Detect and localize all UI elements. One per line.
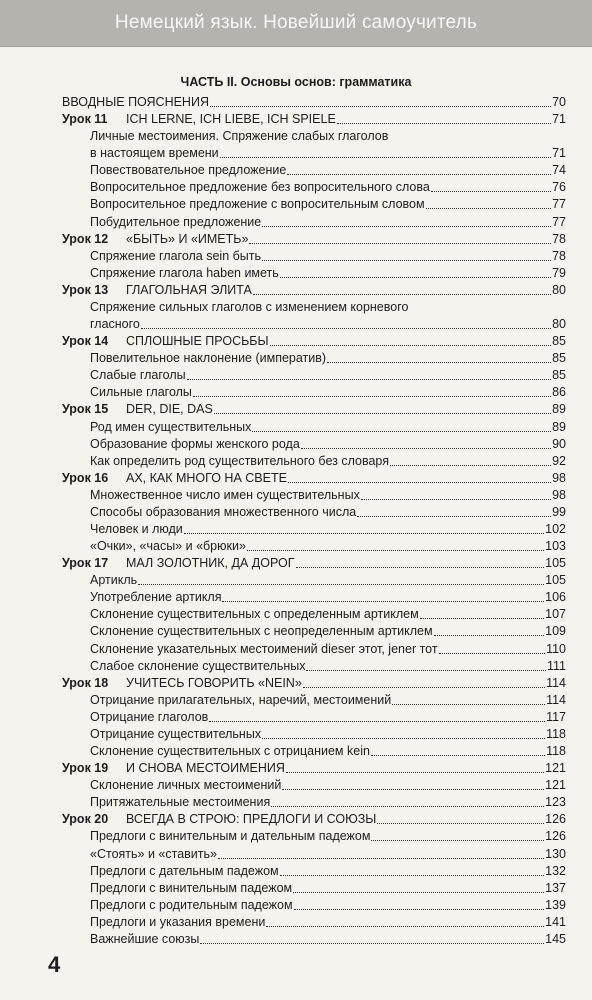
entry-page: 74 xyxy=(552,163,566,178)
lesson-number: Урок 14 xyxy=(62,334,109,349)
entry-page: 105 xyxy=(545,573,566,588)
leader-dots xyxy=(371,754,545,756)
lesson-number: Урок 13 xyxy=(62,282,109,297)
entry-page: 109 xyxy=(545,624,566,639)
entry-title: Склонение существительных с неопределенным артиклем xyxy=(90,624,433,639)
toc-entry xyxy=(90,419,566,436)
toc-entry xyxy=(90,846,566,863)
toc-entry xyxy=(90,453,566,470)
toc-entry xyxy=(90,487,566,504)
leader-dots xyxy=(390,464,551,466)
entry-page: 117 xyxy=(546,709,566,724)
entry-page: 139 xyxy=(545,897,566,912)
entry-title: Важнейшие союзы xyxy=(90,931,200,946)
entry-page: 79 xyxy=(552,265,566,280)
entry-title: в настоящем времени xyxy=(90,146,219,161)
entry-title: Слабое склонение существительных xyxy=(90,658,306,673)
leader-dots xyxy=(280,276,551,278)
lesson-number: Урок 11 xyxy=(62,112,108,127)
leader-dots xyxy=(184,532,544,534)
leader-dots xyxy=(218,857,544,859)
entry-title: Образование формы женского рода xyxy=(90,436,300,451)
entry-page: 103 xyxy=(545,539,566,554)
leader-dots xyxy=(306,669,546,671)
entry-title: Предлоги и указания времени xyxy=(90,914,266,929)
lesson-number: Урок 12 xyxy=(62,231,109,246)
leader-dots xyxy=(293,891,544,893)
toc-entry xyxy=(90,299,566,316)
entry-page: 132 xyxy=(545,863,566,878)
toc-lesson-entry xyxy=(62,401,566,418)
leader-dots xyxy=(138,583,544,585)
leader-dots xyxy=(303,686,545,688)
entry-page: 85 xyxy=(552,368,566,383)
entry-title: Склонение существительных с определенным артиклем xyxy=(90,607,419,622)
running-header xyxy=(0,0,592,47)
leader-dots xyxy=(357,515,551,517)
leader-dots xyxy=(420,617,544,619)
entry-page: 71 xyxy=(552,146,566,161)
entry-page: 76 xyxy=(552,180,566,195)
entry-page: 80 xyxy=(552,282,566,297)
entry-title: Отрицание существительных xyxy=(90,726,262,741)
lesson-number: Урок 17 xyxy=(62,556,109,571)
entry-title: Отрицание глаголов xyxy=(90,709,209,724)
entry-title: Спряжение сильных глаголов с изменением корневого xyxy=(90,299,409,314)
entry-title: Притяжательные местоимения xyxy=(90,795,271,810)
toc-lesson-entry xyxy=(62,231,566,248)
entry-title: «Очки», «часы» и «брюки» xyxy=(90,539,246,554)
entry-title: СПЛОШНЫЕ ПРОСЬБЫ xyxy=(126,334,269,349)
toc-entry xyxy=(90,931,566,948)
lesson-number: Урок 15 xyxy=(62,402,109,417)
entry-page: 78 xyxy=(552,248,566,263)
entry-title: Личные местоимения. Спряжение слабых глаголов xyxy=(90,129,389,144)
entry-page: 107 xyxy=(545,607,566,622)
entry-page: 85 xyxy=(552,334,566,349)
toc-lesson-entry xyxy=(62,555,566,572)
leader-dots xyxy=(288,481,551,483)
toc-entry xyxy=(90,709,566,726)
entry-title: ВВОДНЫЕ ПОЯСНЕНИЯ xyxy=(62,95,209,109)
leader-dots xyxy=(439,652,545,654)
entry-page: 121 xyxy=(545,761,566,776)
entry-title: Способы образования множественного числа xyxy=(90,504,357,519)
leader-dots xyxy=(262,259,551,261)
toc-entry xyxy=(90,880,566,897)
entry-title: Сильные глаголы xyxy=(90,385,192,400)
entry-page: 121 xyxy=(545,778,566,793)
entry-title: Повелительное наклонение (императив) xyxy=(90,351,327,366)
toc-entry xyxy=(90,145,566,162)
lesson-number: Урок 16 xyxy=(62,470,109,485)
entry-page: 126 xyxy=(545,829,566,844)
entry-page: 89 xyxy=(552,419,566,434)
entry-title: Предлоги с винительным падежом xyxy=(90,880,293,895)
entry-page: 123 xyxy=(545,795,566,810)
entry-title: Спряжение глагола sein быть xyxy=(90,248,261,263)
leader-dots xyxy=(377,822,544,824)
entry-title: Спряжение глагола haben иметь xyxy=(90,265,279,280)
entry-page: 111 xyxy=(546,658,566,673)
entry-page: 77 xyxy=(552,197,566,212)
toc-entry xyxy=(90,196,566,213)
entry-title: Предлоги с родительным падежом xyxy=(90,897,293,912)
entry-title: Артикль xyxy=(90,573,138,588)
toc-lesson-entry xyxy=(62,333,566,350)
lesson-number: Урок 19 xyxy=(62,761,109,776)
entry-page: 106 xyxy=(545,590,566,605)
lesson-number: Урок 18 xyxy=(62,675,109,690)
toc-lesson-entry xyxy=(62,282,566,299)
toc-entry xyxy=(90,248,566,265)
toc-lesson-entry xyxy=(62,760,566,777)
leader-dots xyxy=(187,378,551,380)
toc-entry xyxy=(90,350,566,367)
entry-page: 77 xyxy=(552,214,566,229)
entry-page: 137 xyxy=(545,880,566,895)
entry-title: Вопросительное предложение с вопросительным словом xyxy=(90,197,425,212)
part-title: ЧАСТЬ II. Основы основ: грамматика xyxy=(180,75,412,89)
toc-entry xyxy=(90,863,566,880)
leader-dots xyxy=(361,498,551,500)
entry-title: Множественное число имен существительных xyxy=(90,487,360,502)
leader-dots xyxy=(222,600,544,602)
entry-title: Склонение личных местоимений xyxy=(90,778,282,793)
toc-entry xyxy=(90,265,566,282)
entry-page: 114 xyxy=(546,675,566,690)
entry-title: Род имен существительных xyxy=(90,419,252,434)
entry-title: ICH LERNE, ICH LIEBE, ICH SPIELE xyxy=(126,112,336,127)
leader-dots xyxy=(271,805,544,807)
entry-title: ВСЕГДА В СТРОЮ: ПРЕДЛОГИ И СОЮЗЫ xyxy=(126,812,377,827)
entry-title: АХ, КАК МНОГО НА СВЕТЕ xyxy=(126,470,287,485)
entry-title: МАЛ ЗОЛОТНИК, ДА ДОРОГ xyxy=(126,556,295,571)
toc-entry xyxy=(90,384,566,401)
leader-dots xyxy=(426,207,551,209)
page-number: 4 xyxy=(48,952,61,977)
entry-title: DER, DIE, DAS xyxy=(126,402,213,417)
entry-page: 105 xyxy=(545,556,566,571)
leader-dots xyxy=(214,412,551,414)
entry-title: «БЫТЬ» И «ИМЕТЬ» xyxy=(126,231,249,246)
toc-entry xyxy=(90,897,566,914)
entry-title: Предлоги с винительным и дательным падежом xyxy=(90,829,371,844)
leader-dots xyxy=(247,549,544,551)
toc-entry xyxy=(90,828,566,845)
toc-entry xyxy=(90,436,566,453)
leader-dots xyxy=(280,874,545,876)
leader-dots xyxy=(294,908,545,910)
leader-dots xyxy=(193,395,551,397)
toc-entry xyxy=(90,777,566,794)
toc-entry xyxy=(90,743,566,760)
leader-dots xyxy=(253,293,551,295)
toc-entry xyxy=(62,94,566,111)
leader-dots xyxy=(262,225,551,227)
leader-dots xyxy=(431,190,551,192)
toc-entry xyxy=(90,367,566,384)
entry-title: Вопросительное предложение без вопросительного слова xyxy=(90,180,430,195)
toc-entry xyxy=(90,538,566,555)
entry-page: 118 xyxy=(546,744,566,759)
entry-page: 78 xyxy=(552,231,566,246)
toc-entry xyxy=(90,794,566,811)
toc-entry xyxy=(90,589,566,606)
leader-dots xyxy=(296,566,545,568)
entry-title: Употребление артикля xyxy=(90,590,222,605)
toc-entry xyxy=(90,162,566,179)
leader-dots xyxy=(392,703,545,705)
toc-entry xyxy=(90,658,566,675)
leader-dots xyxy=(209,720,545,722)
leader-dots xyxy=(282,788,544,790)
toc-entry xyxy=(90,179,566,196)
toc-entry xyxy=(90,914,566,931)
entry-title: Склонение указательных местоимений dieser этот, jener тот xyxy=(90,641,438,656)
lesson-number: Урок 20 xyxy=(62,812,109,827)
leader-dots xyxy=(141,327,551,329)
entry-title: Предлоги с дательным падежом xyxy=(90,863,279,878)
leader-dots xyxy=(301,447,551,449)
toc-lesson-entry xyxy=(62,675,566,692)
toc-entry xyxy=(90,572,566,589)
leader-dots xyxy=(371,839,544,841)
entry-title: Повествовательное предложение xyxy=(90,163,287,178)
entry-title: Отрицание прилагательных, наречий, местоимений xyxy=(90,692,392,707)
entry-page: 85 xyxy=(552,351,566,366)
entry-page: 118 xyxy=(546,726,566,741)
leader-dots xyxy=(252,430,551,432)
entry-title: Слабые глаголы xyxy=(90,368,186,383)
entry-page: 110 xyxy=(546,641,566,656)
entry-title: УЧИТЕСЬ ГОВОРИТЬ «NEIN» xyxy=(126,675,302,690)
leader-dots xyxy=(249,242,551,244)
entry-title: Склонение существительных с отрицанием kein xyxy=(90,744,370,759)
toc-entry xyxy=(90,641,566,658)
toc-lesson-entry xyxy=(62,470,566,487)
entry-page: 126 xyxy=(545,812,566,827)
toc-entry xyxy=(90,504,566,521)
entry-page: 98 xyxy=(552,470,566,485)
entry-title: Побудительное предложение xyxy=(90,214,262,229)
entry-page: 71 xyxy=(552,112,566,127)
toc-entry xyxy=(90,128,566,145)
leader-dots xyxy=(434,634,545,636)
toc-entry xyxy=(90,606,566,623)
entry-page: 114 xyxy=(546,692,566,707)
leader-dots xyxy=(200,942,544,944)
leader-dots xyxy=(270,344,552,346)
entry-title: «Стоять» и «ставить» xyxy=(90,846,217,861)
leader-dots xyxy=(266,925,544,927)
entry-title: Человек и люди xyxy=(90,522,183,536)
entry-page: 145 xyxy=(545,931,566,946)
entry-page: 130 xyxy=(545,846,566,861)
leader-dots xyxy=(337,122,551,124)
entry-page: 92 xyxy=(552,453,566,468)
entry-page: 141 xyxy=(545,914,566,929)
entry-title: Как определить род существительного без словаря xyxy=(90,453,389,468)
toc-entry xyxy=(90,214,566,231)
leader-dots xyxy=(287,173,551,175)
entry-page: 80 xyxy=(552,317,566,332)
toc-lesson-entry xyxy=(62,111,566,128)
entry-title: И СНОВА МЕСТОИМЕНИЯ xyxy=(126,761,285,776)
leader-dots xyxy=(210,105,551,107)
toc-entry xyxy=(90,726,566,743)
book-title: Немецкий язык. Новейший самоучитель xyxy=(114,12,478,33)
leader-dots xyxy=(327,361,551,363)
toc-lesson-entry xyxy=(62,811,566,828)
entry-page: 89 xyxy=(552,402,566,417)
entry-title: ГЛАГОЛЬНАЯ ЭЛИТА xyxy=(126,282,252,297)
entry-page: 86 xyxy=(552,385,566,400)
leader-dots xyxy=(220,156,551,158)
toc-entry xyxy=(90,692,566,709)
toc-entry xyxy=(90,521,566,538)
entry-title: гласного xyxy=(90,317,140,332)
entry-page: 98 xyxy=(552,487,566,502)
entry-page: 102 xyxy=(545,522,566,536)
toc-entry xyxy=(90,316,566,333)
leader-dots xyxy=(262,737,545,739)
entry-page: 70 xyxy=(552,95,566,109)
entry-page: 90 xyxy=(552,436,566,451)
toc-entry xyxy=(90,623,566,640)
entry-page: 99 xyxy=(552,504,566,519)
leader-dots xyxy=(286,771,544,773)
